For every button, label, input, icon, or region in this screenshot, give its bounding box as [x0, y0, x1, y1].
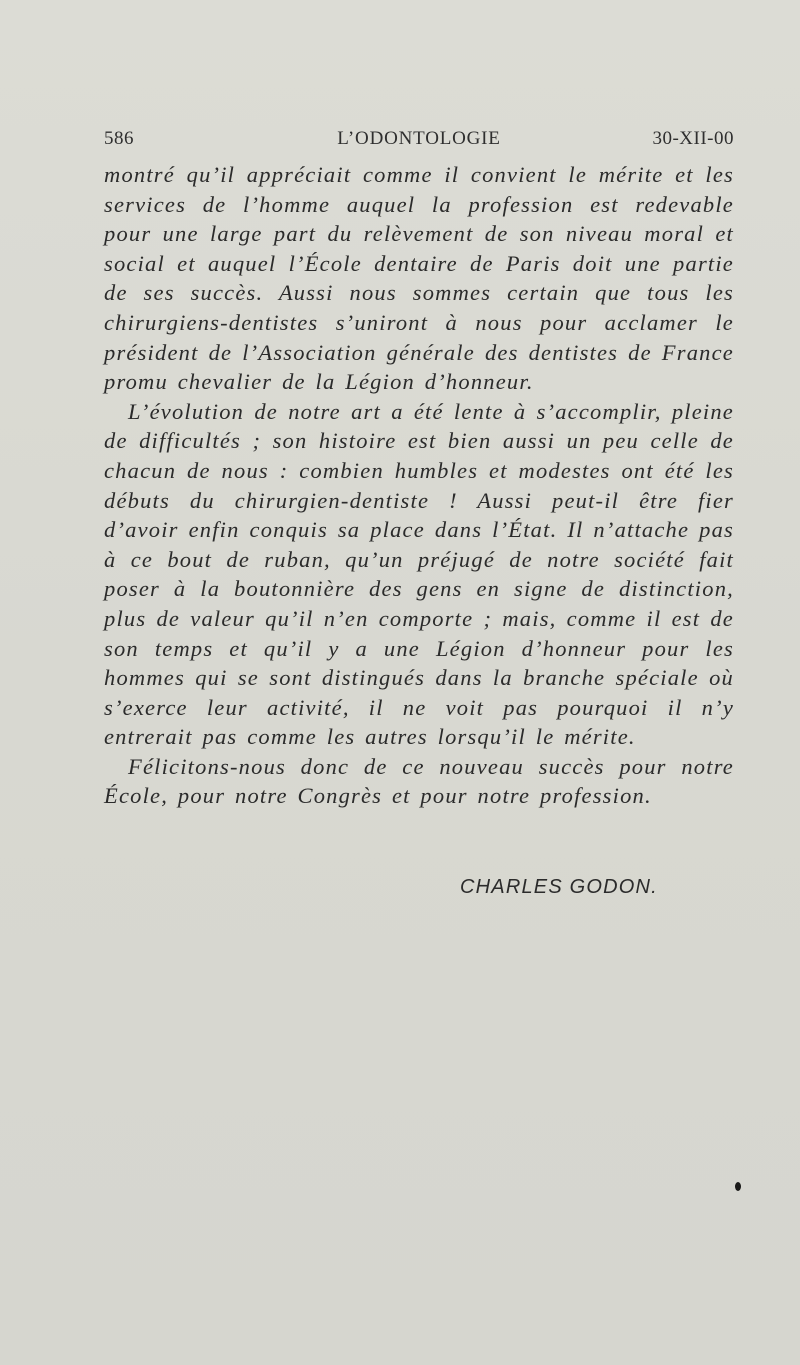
paragraph-1: montré qu’il appréciait comme il convient le mérite et les services de l’homme auquel la profession est redevable pour une large part du relèvement de son niveau moral et social et auquel l’École dentaire de Paris doit une partie de ses succès. Aussi nous sommes certain que tous les chirurgiens-dentistes s’uniront à nous pour acclamer le président de l’Association générale des dentistes de France promu chevalier de la Légion d’honneur.	[104, 162, 734, 395]
journal-title: L’ODONTOLOGIE	[337, 128, 501, 149]
body-text	[104, 160, 734, 811]
ink-speck	[735, 1182, 741, 1191]
running-head	[104, 128, 734, 156]
paragraph-3: Félicitons-nous donc de ce nouveau succès pour notre École, pour notre Congrès et pour notre profession.	[104, 753, 734, 809]
author-signature: CHARLES GODON.	[460, 876, 658, 898]
issue-date: 30-XII-00	[652, 128, 734, 149]
page-number: 586	[104, 128, 134, 149]
paragraph-2: L’évolution de notre art a été lente à s’accomplir, pleine de difficultés ; son histoire est bien aussi un peu celle de chacun de nous : combien humbles et modestes ont été les débuts du chirurgien-dentiste ! Aussi peut-il être fier d’avoir enfin conquis sa place dans l’État. Il n’attache pas à ce bout de ruban, qu’un préjugé de notre société fait poser à la boutonnière des gens en signe de distinction, plus de valeur qu’il n’en comporte ; mais, comme il est de son temps et qu’il y a une Légion d’honneur pour les hommes qui se sont distingués dans la branche spéciale où s’exerce leur activité, il ne voit pas pourquoi il n’y entrerait pas comme les autres lorsqu’il le mérite.	[104, 398, 734, 750]
